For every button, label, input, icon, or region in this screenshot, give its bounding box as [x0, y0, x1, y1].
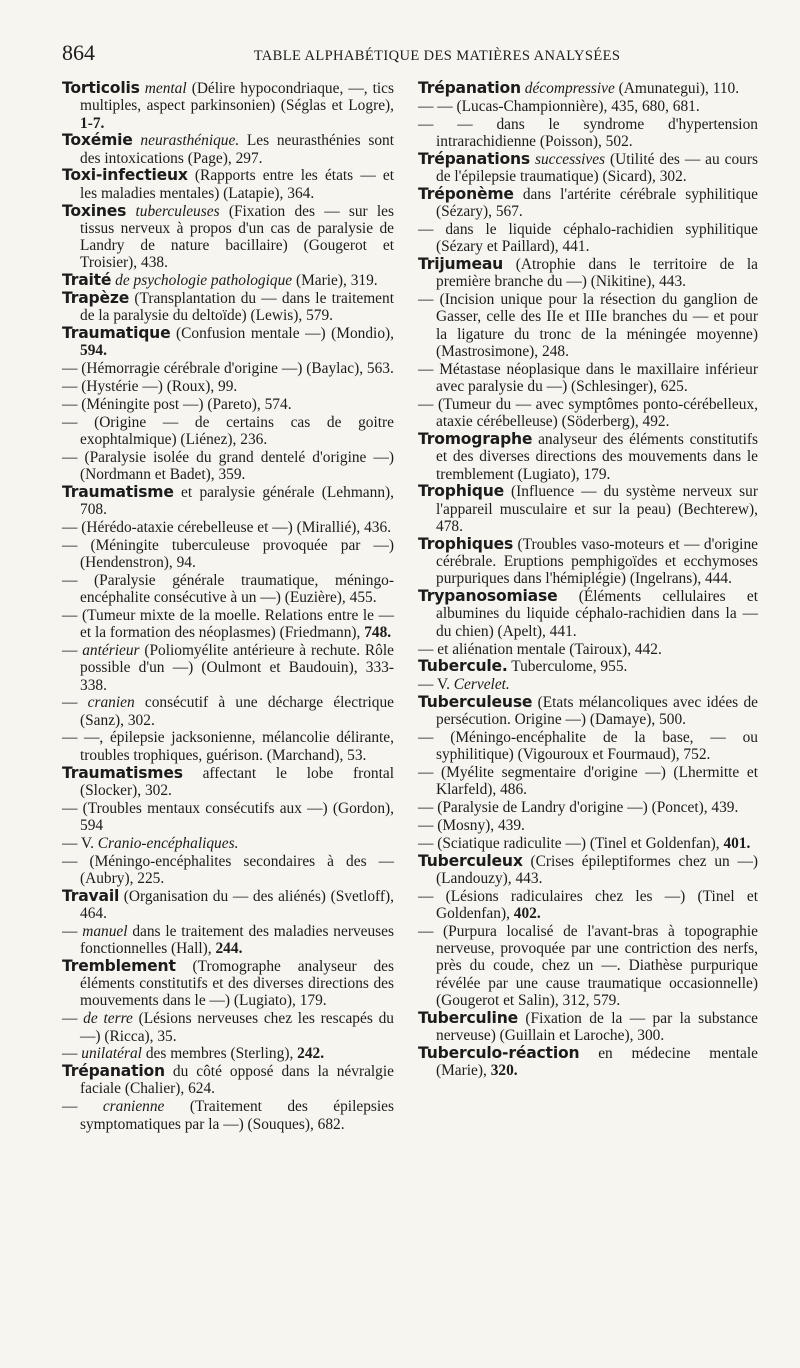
- entry-headword: Traumatique: [62, 324, 171, 343]
- entry-dash: —: [62, 395, 78, 413]
- page-number: 864: [62, 40, 95, 65]
- entry-text: (Traitement des épilepsies symptomatiques par la —) (Souques), 682.: [80, 1098, 394, 1133]
- entry-headword: Trépanations: [418, 149, 530, 168]
- index-entry: [418, 536, 758, 588]
- entry-text: (Lésions radiculaires chez les —) (Tinel et Goldenfan),: [436, 887, 758, 922]
- entry-qualifier: de terre: [83, 1010, 133, 1028]
- entry-text: du côté opposé dans la névralgie faciale (Chalier), 624.: [80, 1063, 394, 1098]
- index-entry: [62, 888, 394, 923]
- index-entry: [62, 378, 394, 395]
- entry-text: (Lésions nerveuses chez les rescapés du —) (Ricca), 35.: [80, 1010, 394, 1045]
- index-entry: [62, 449, 394, 484]
- entry-text: (Fixation des — sur les tissus nerveux à propos d'un cas de paralysie de Landry de nature bacillaire) (Gougerot et Troisier), 438.: [80, 202, 394, 272]
- entry-dash: —: [62, 694, 78, 712]
- entry-headword: Travail: [62, 886, 120, 905]
- entry-qualifier: antérieur: [82, 642, 140, 659]
- entry-dash: —: [62, 834, 78, 852]
- index-entry: [418, 186, 758, 221]
- entry-dash: — —: [418, 97, 453, 115]
- entry-headword: Traumatismes: [62, 763, 183, 782]
- entry-text: (Tumeur du — avec symptômes ponto-cérébelleux, ataxie cérébelleuse) (Söderberg), 492.: [436, 395, 758, 431]
- entry-text: (Tromographe analyseur des éléments constitutifs et des diverses directions des mouvements dans le —) (Lugiato), 179.: [80, 957, 394, 1010]
- entry-page-bold: 401.: [723, 834, 751, 852]
- entry-dash: —: [418, 640, 434, 658]
- index-entry: [418, 396, 758, 431]
- entry-headword: Tuberculo-réaction: [418, 1043, 580, 1062]
- entry-headword: Traité: [62, 271, 112, 290]
- entry-headword: Toxémie: [62, 131, 133, 150]
- index-entry: [62, 1045, 394, 1062]
- entry-dash: —: [62, 536, 78, 554]
- entry-text: (Troubles vaso-moteurs et — d'origine cérébrale. Eruptions pemphigoïdes et ecchymoses purpuriques dans l'hémiplégie) (Ingelrans), 444.: [436, 535, 758, 588]
- entry-headword: Trépanation: [62, 1062, 165, 1081]
- entry-dash: — —: [418, 115, 473, 133]
- entry-text: en médecine mentale (Marie),: [436, 1044, 758, 1080]
- entry-page-bold: 594.: [80, 342, 107, 360]
- entry-page-bold: 402.: [513, 904, 541, 922]
- entry-qualifier: cranien: [87, 694, 135, 712]
- entry-text: affectant le lobe frontal (Slocker), 302.: [80, 764, 394, 799]
- entry-headword: Tremblement: [62, 956, 176, 975]
- entry-headword: Trapèze: [62, 289, 130, 308]
- entry-dash: —: [418, 220, 434, 238]
- entry-headword: Toxi-infectieux: [62, 166, 188, 185]
- entry-dash: —: [62, 922, 78, 940]
- entry-headword: Tréponème: [418, 184, 514, 203]
- entry-dash: —: [62, 799, 78, 817]
- entry-qualifier: successives: [534, 150, 606, 168]
- index-entry: [62, 765, 394, 800]
- index-entry: [418, 291, 758, 360]
- entry-text: (Atrophie dans le territoire de la première branche du —) (Nikitine), 443.: [436, 255, 758, 291]
- entry-dash: —: [418, 887, 434, 905]
- entry-text: (Confusion mentale —) (Mondio),: [176, 325, 394, 343]
- entry-text: (Paralysie isolée du grand dentelé d'origine —) (Nordmann et Badet), 359.: [80, 448, 394, 484]
- index-entry: [418, 764, 758, 799]
- entry-text: (Organisation du — des aliénés) (Svetloff), 464.: [80, 887, 394, 922]
- index-entry: [418, 923, 758, 1009]
- index-entry: [62, 923, 394, 958]
- index-entry: [418, 116, 758, 151]
- entry-text: consécutif à une décharge électrique (Sanz), 302.: [80, 694, 394, 729]
- index-entry: [418, 729, 758, 764]
- entry-headword: Tromographe: [418, 429, 533, 448]
- entry-dash: —: [418, 922, 434, 940]
- entry-headword: Trijumeau: [418, 254, 504, 273]
- entry-qualifier: unilatéral: [81, 1045, 142, 1063]
- entry-dash: —: [62, 852, 78, 870]
- entry-dash: —: [62, 1045, 78, 1063]
- index-entry: [62, 607, 394, 642]
- entry-text: des membres (Sterling),: [145, 1045, 298, 1063]
- index-entry: [62, 1098, 394, 1133]
- entry-text: (Incision unique pour la résection du ganglion de Gasser, celle des IIe et IIIe branches du — et pour la ligature du tronc de la méningée moyenne) (Mastrosimone), 248.: [436, 291, 758, 360]
- index-entry: [62, 360, 394, 377]
- entry-dash: —: [62, 606, 78, 624]
- entry-qualifier: tuberculeuses: [135, 202, 220, 220]
- entry-text: (Amunategui), 110.: [618, 80, 740, 97]
- index-entry: [418, 835, 758, 852]
- entry-text: (Paralysie de Landry d'origine —) (Poncet), 439.: [437, 799, 739, 817]
- entry-dash: —: [418, 834, 434, 852]
- entry-headword: Tubercule.: [418, 657, 508, 676]
- index-entry: [418, 80, 758, 97]
- entry-qualifier: manuel: [82, 922, 128, 940]
- index-entry: [418, 221, 758, 256]
- entry-text: (Hystérie —) (Roux), 99.: [81, 378, 238, 396]
- index-entry: [418, 853, 758, 888]
- entry-text: et paralysie générale (Lehmann), 708.: [80, 483, 394, 519]
- index-entry: [418, 658, 758, 675]
- entry-text: dans l'artérite cérébrale syphilitique (Sézary), 567.: [436, 185, 758, 221]
- entry-text: dans le liquide céphalo-rachidien syphilitique (Sézary et Paillard), 441.: [436, 220, 758, 256]
- index-entry: [62, 203, 394, 272]
- entry-text: (Transplantation du — dans le traitement de la paralysie du deltoïde) (Lewis), 579.: [80, 290, 394, 325]
- entry-qualifier: neurasthénique.: [140, 132, 240, 150]
- entry-text: Métastase néoplasique dans le maxillaire inférieur avec paralysie du —) (Schlesinger), 625.: [436, 360, 758, 396]
- entry-dash: — V.: [418, 676, 450, 694]
- entry-text: dans le traitement des maladies nerveuses fonctionnelles (Hall),: [80, 922, 394, 958]
- index-entry: [62, 325, 394, 360]
- entry-text: V.: [80, 834, 98, 852]
- entry-dash: —: [62, 360, 78, 378]
- entry-page-bold: 244.: [215, 940, 243, 958]
- entry-qualifier: mental: [144, 80, 187, 97]
- index-entry: [418, 98, 758, 115]
- entry-dash: —: [62, 642, 78, 659]
- entry-dash: —: [418, 360, 434, 378]
- entry-text: (Fixation de la — par la substance nerveuse) (Guillain et Laroche), 300.: [436, 1009, 758, 1045]
- index-entry: [62, 694, 394, 729]
- index-entry: [62, 537, 394, 572]
- index-entry: [418, 151, 758, 186]
- entry-text: (Etats mélancoliques avec idées de persécution. Origine —) (Damaye), 500.: [436, 693, 758, 729]
- entry-headword: Traumatisme: [62, 482, 174, 501]
- entry-text: (Paralysie générale traumatique, méningo-encéphalite consécutive à un —) (Euzière), 455.: [80, 571, 394, 607]
- entry-dash: —: [62, 1098, 78, 1116]
- entry-text: (Troubles mentaux consécutifs aux —) (Gordon), 594: [80, 799, 394, 834]
- entry-text: (Hérédo-ataxie cérebelleuse et —) (Mirallié), 436.: [81, 518, 392, 536]
- entry-dash: —: [418, 395, 434, 413]
- index-entry: [62, 800, 394, 835]
- entry-text: (Influence — du système nerveux sur l'appareil musculaire et sur la peau) (Bechterew), 478.: [436, 483, 758, 535]
- entry-text: (Origine — de certains cas de goitre exophtalmique) (Liénez), 236.: [80, 413, 394, 448]
- entry-text: (Utilité des — au cours de l'épilepsie traumatique) (Sicard), 302.: [436, 150, 758, 185]
- index-entry: [418, 641, 758, 658]
- index-entry: [62, 729, 394, 764]
- entry-text: (Méningite tuberculeuse provoquée par —) (Hendenstron), 94.: [80, 536, 394, 572]
- entry-text: analyseur des éléments constitutifs et des diverses directions des mouvements dans le tremblement (Lugiato), 179.: [436, 430, 758, 483]
- index-entry: [418, 676, 758, 693]
- index-entry: [62, 414, 394, 449]
- index-entry: [418, 799, 758, 816]
- index-entry: [62, 484, 394, 519]
- entry-headword: Trophique: [418, 482, 504, 501]
- entry-dash: —: [418, 291, 434, 309]
- entry-dash: —: [418, 799, 434, 817]
- entry-headword: Tuberculeux: [418, 851, 523, 870]
- left-column: [62, 80, 394, 1133]
- index-entry: [418, 817, 758, 834]
- entry-dash: —: [62, 518, 78, 536]
- index-entry: [62, 572, 394, 607]
- entry-reference: Cranio-encéphaliques.: [97, 834, 239, 852]
- index-entry: [62, 835, 394, 852]
- entry-headword: Torticolis: [62, 79, 140, 97]
- index-entry: [418, 1010, 758, 1045]
- entry-text: (Sciatique radiculite —) (Tinel et Goldenfan),: [437, 834, 724, 852]
- entry-text: (Méningo-encéphalites secondaires à des — (Aubry), 225.: [80, 852, 394, 887]
- entry-text: (Délire hypocondriaque, —, tics multiples, aspect parkinsonien) (Séglas et Logre),: [80, 80, 394, 115]
- entry-text: (Méningo-encéphalite de la base, — ou syphilitique) (Vigouroux et Fourmaud), 752.: [436, 728, 758, 764]
- index-entry: [62, 1063, 394, 1098]
- index-entry: [62, 272, 394, 289]
- index-entry: [418, 1045, 758, 1080]
- entry-text: (Hémorragie cérébrale d'origine —) (Baylac), 563.: [81, 360, 394, 378]
- entry-text: (Marie), 319.: [296, 272, 378, 290]
- index-entry: [418, 888, 758, 923]
- index-entry: [62, 167, 394, 202]
- index-entry: [62, 642, 394, 694]
- right-column: [418, 80, 758, 1080]
- index-entry: [62, 958, 394, 1010]
- entry-page-bold: 242.: [297, 1045, 325, 1063]
- entry-page-bold: 320.: [490, 1062, 518, 1080]
- entry-dash: —: [418, 764, 434, 782]
- entry-qualifier: cranienne: [102, 1098, 165, 1116]
- entry-text: dans le syndrome d'hypertension intrarachidienne (Poisson), 502.: [436, 115, 758, 150]
- entry-page-bold: 1-7.: [80, 114, 105, 132]
- index-entry: [418, 483, 758, 535]
- index-entry: [62, 853, 394, 888]
- entry-dash: —: [62, 378, 78, 396]
- entry-headword: Tuberculeuse: [418, 692, 533, 711]
- index-entry: [62, 1010, 394, 1045]
- entry-text: (Myélite segmentaire d'origine —) (Lhermitte et Klarfeld), 486.: [436, 764, 758, 799]
- index-entry: [418, 431, 758, 483]
- index-entry: [418, 361, 758, 396]
- entry-dash: —: [62, 1010, 78, 1028]
- entry-text: (Rapports entre les états — et les maladies mentales) (Latapie), 364.: [80, 167, 394, 202]
- index-entry: [62, 290, 394, 325]
- entry-text: (Lucas-Championnière), 435, 680, 681.: [456, 97, 700, 115]
- entry-qualifier: de psychologie pathologique: [115, 272, 293, 290]
- entry-dash: —: [62, 448, 78, 466]
- entry-text: épilepsie jacksonienne, mélancolie délirante, troubles trophiques, guérison. (Marchand), 53.: [80, 729, 394, 764]
- index-entry: [418, 588, 758, 640]
- entry-text: Les neurasthénies sont des intoxications (Page), 297.: [80, 132, 394, 167]
- entry-text: (Mosny), 439.: [437, 816, 525, 834]
- entry-headword: Trépanation: [418, 79, 521, 97]
- entry-dash: —: [62, 413, 78, 431]
- entry-dash: —: [62, 571, 78, 589]
- entry-headword: Toxines: [62, 201, 127, 220]
- entry-headword: Trypanosomiase: [418, 587, 558, 606]
- entry-reference: Cervelet.: [453, 676, 510, 694]
- entry-qualifier: décompressive: [524, 80, 615, 97]
- entry-text: et aliénation mentale (Tairoux), 442.: [437, 640, 662, 658]
- index-entry: [62, 80, 394, 132]
- entry-headword: Trophiques: [418, 534, 514, 553]
- entry-page-bold: 748.: [364, 624, 392, 642]
- entry-dash: —: [418, 816, 434, 834]
- index-entry: [418, 694, 758, 729]
- index-entry: [62, 132, 394, 167]
- entry-headword: Tuberculine: [418, 1008, 518, 1027]
- entry-text: (Éléments cellulaires et albumines du liquide céphalo-rachidien dans la — du chien) (Apelt), 441.: [436, 588, 758, 640]
- index-entry: [62, 519, 394, 536]
- entry-text: (Poliomyélite antérieure à rechute. Rôle possible d'un —) (Oulmont et Baudouin), 333-338.: [80, 642, 394, 694]
- page-header: [62, 40, 752, 68]
- entry-dash: —: [418, 728, 434, 746]
- entry-text: (Méningite post —) (Pareto), 574.: [81, 395, 292, 413]
- entry-text: Tuberculome, 955.: [511, 658, 628, 676]
- entry-text: (Purpura localisé de l'avant-bras à topographie nerveuse, provoquée par une contriction des nerfs, près du coude, chez un —. Diathèse purpurique révélée par une cause traumatique occasionnelle) (Gougerot et Salin), 312, 579.: [436, 922, 758, 1009]
- entry-text: (Tumeur mixte de la moelle. Relations entre le — et la formation des néoplasmes) (Friedmann),: [80, 606, 395, 642]
- entry-dash: — —,: [62, 729, 104, 747]
- running-title: TABLE ALPHABÉTIQUE DES MATIÈRES ANALYSÉES: [253, 48, 621, 64]
- entry-text: (Crises épileptiformes chez un —) (Landouzy), 443.: [436, 852, 758, 887]
- index-entry: [62, 396, 394, 413]
- index-entry: [418, 256, 758, 291]
